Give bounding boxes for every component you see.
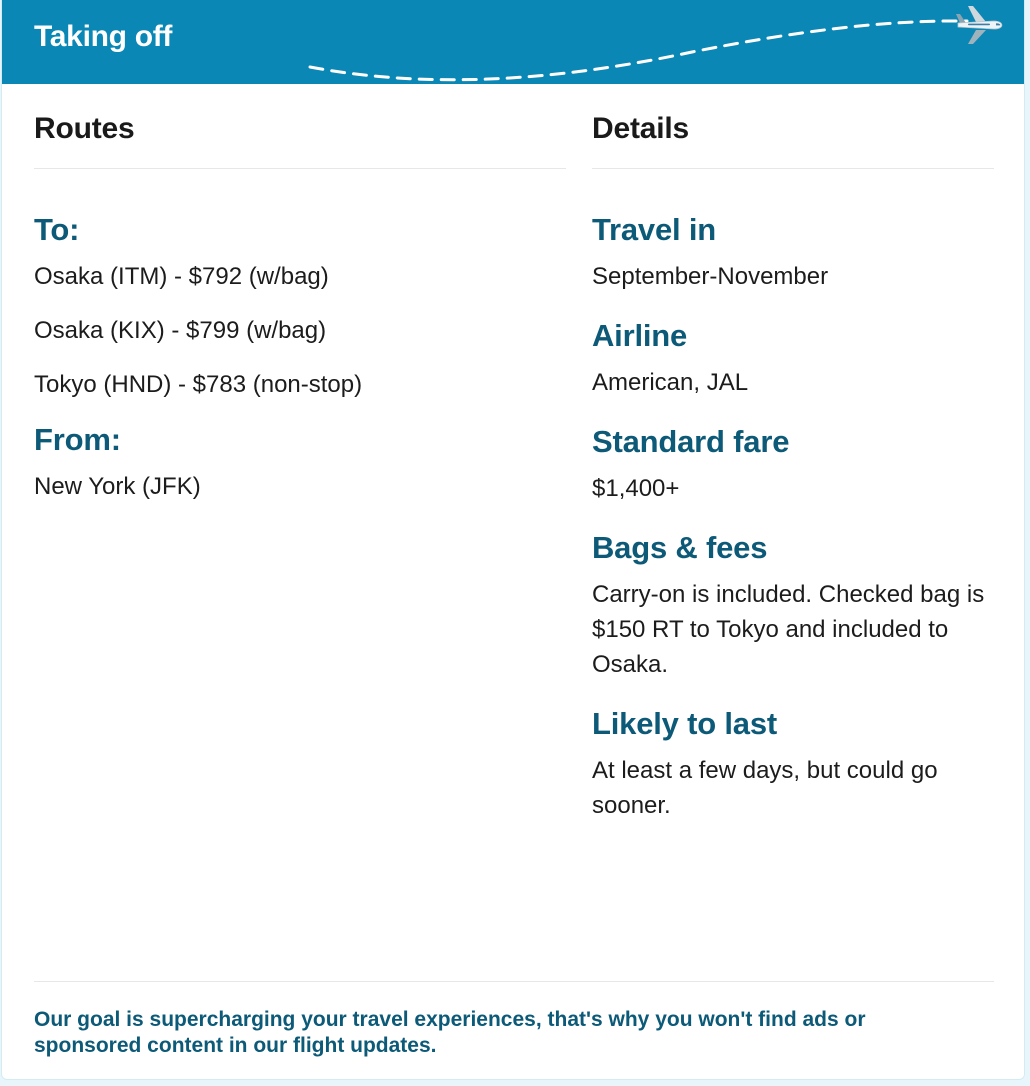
route-item: Osaka (ITM) - $792 (w/bag) bbox=[34, 263, 329, 290]
to-route-list bbox=[34, 259, 566, 402]
travel-in-heading: Travel in bbox=[592, 212, 716, 247]
route-item: Osaka (KIX) - $799 (w/bag) bbox=[34, 317, 327, 344]
routes-title: Routes bbox=[34, 112, 566, 169]
standard-fare-value: $1,400+ bbox=[592, 475, 680, 502]
flight-deal-card bbox=[1, 0, 1025, 1080]
likely-to-last-value: At least a few days, but could go sooner. bbox=[592, 757, 938, 819]
to-heading: To: bbox=[34, 212, 80, 247]
standard-fare-heading: Standard fare bbox=[592, 424, 790, 459]
footer-note: Our goal is supercharging your travel experiences, that's why you won't find ads or sponsored content in our flight updates. bbox=[34, 1008, 866, 1057]
bags-fees-heading: Bags & fees bbox=[592, 530, 768, 565]
likely-to-last-heading: Likely to last bbox=[592, 706, 777, 741]
from-value: New York (JFK) bbox=[34, 473, 201, 500]
route-item: Tokyo (HND) - $783 (non-stop) bbox=[34, 371, 363, 398]
airline-heading: Airline bbox=[592, 318, 688, 353]
travel-in-value: September-November bbox=[592, 263, 829, 290]
airline-value: American, JAL bbox=[592, 369, 749, 396]
header-banner bbox=[2, 0, 1025, 84]
routes-column bbox=[34, 84, 566, 504]
airplane-icon bbox=[954, 4, 1006, 46]
header-title: Taking off bbox=[34, 20, 173, 53]
bags-fees-value: Carry-on is included. Checked bag is $150 RT to Tokyo and included to Osaka. bbox=[592, 581, 985, 678]
details-title: Details bbox=[592, 112, 994, 169]
from-heading: From: bbox=[34, 422, 121, 457]
footer-divider bbox=[34, 981, 994, 982]
details-column bbox=[592, 84, 994, 823]
